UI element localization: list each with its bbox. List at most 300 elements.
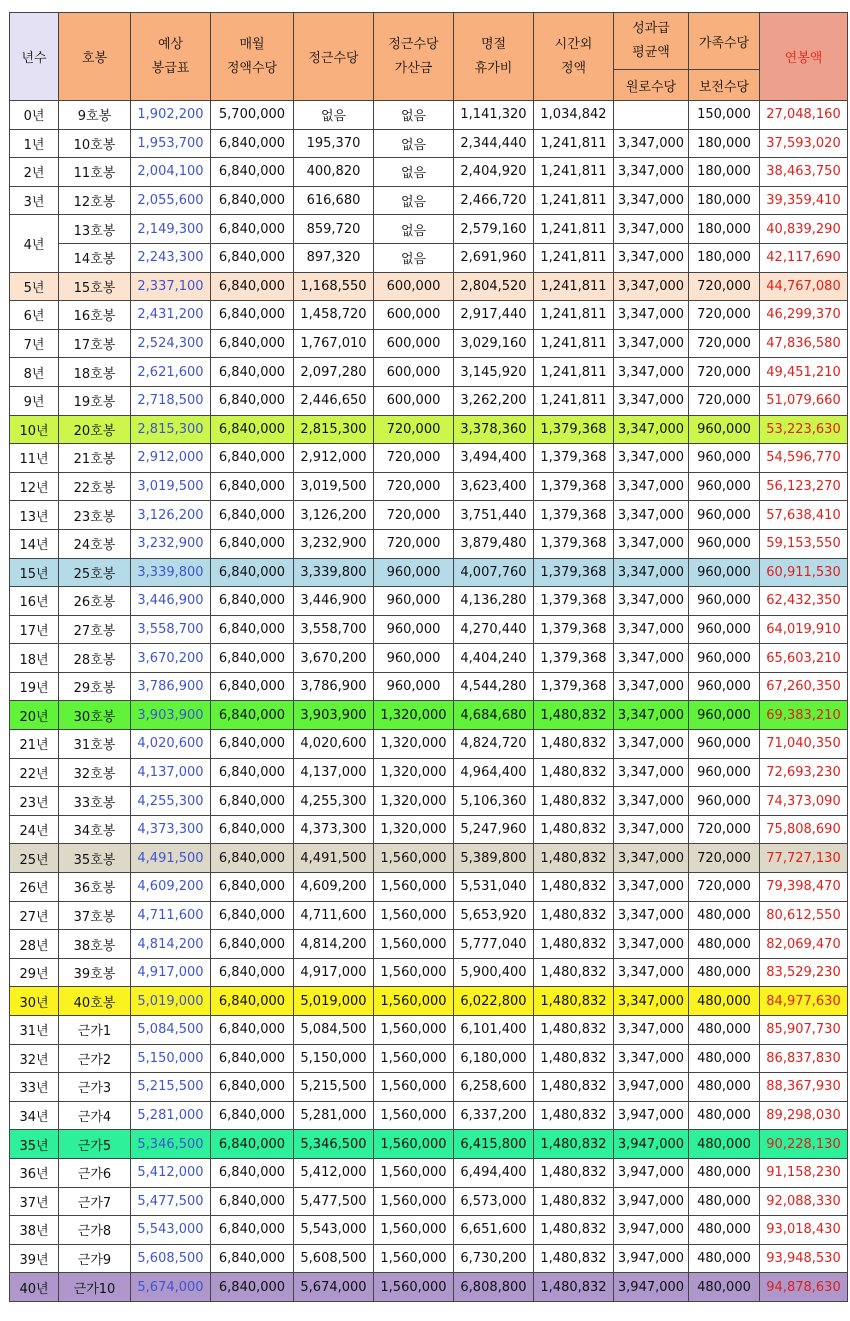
table-row xyxy=(10,215,848,244)
cell-holiday: 5,389,800 xyxy=(454,844,534,873)
cell-expected-pay: 3,670,200 xyxy=(131,644,211,673)
cell-step: 38호봉 xyxy=(59,930,131,959)
cell-step: 30호봉 xyxy=(59,701,131,730)
cell-year: 21년 xyxy=(10,730,59,759)
cell-step: 37호봉 xyxy=(59,901,131,930)
cell-year: 30년 xyxy=(10,987,59,1016)
cell-monthly-allowance: 6,840,000 xyxy=(211,587,294,616)
cell-longevity: 4,711,600 xyxy=(294,901,374,930)
table-row xyxy=(10,1130,848,1159)
cell-step: 22호봉 xyxy=(59,472,131,501)
cell-overtime: 1,241,811 xyxy=(534,329,614,358)
cell-longevity: 4,814,200 xyxy=(294,930,374,959)
header-longevity-extra-line1: 정근수당 xyxy=(388,36,439,52)
table-row xyxy=(10,987,848,1016)
cell-monthly-allowance: 6,840,000 xyxy=(211,329,294,358)
cell-longevity-extra: 1,560,000 xyxy=(374,1101,454,1130)
cell-year: 0년 xyxy=(10,101,59,130)
cell-longevity: 5,674,000 xyxy=(294,1273,374,1302)
cell-holiday: 4,684,680 xyxy=(454,701,534,730)
cell-family: 480,000 xyxy=(689,1273,760,1302)
cell-year: 32년 xyxy=(10,1044,59,1073)
cell-total: 71,040,350 xyxy=(760,730,848,759)
header-monthly-allowance xyxy=(211,13,294,101)
cell-longevity-extra: 1,560,000 xyxy=(374,1044,454,1073)
cell-performance: 3,347,000 xyxy=(614,901,689,930)
cell-expected-pay: 3,126,200 xyxy=(131,501,211,530)
cell-expected-pay: 3,019,500 xyxy=(131,472,211,501)
cell-family: 180,000 xyxy=(689,158,760,187)
cell-holiday: 5,106,360 xyxy=(454,787,534,816)
cell-performance: 3,347,000 xyxy=(614,958,689,987)
cell-total: 90,228,130 xyxy=(760,1130,848,1159)
cell-holiday: 3,879,480 xyxy=(454,529,534,558)
cell-monthly-allowance: 6,840,000 xyxy=(211,529,294,558)
cell-monthly-allowance: 6,840,000 xyxy=(211,901,294,930)
header-holiday-line1: 명절 xyxy=(480,36,507,52)
table-row xyxy=(10,558,848,587)
cell-year: 29년 xyxy=(10,958,59,987)
cell-performance: 3,347,000 xyxy=(614,358,689,387)
cell-longevity-extra: 720,000 xyxy=(374,529,454,558)
cell-total: 88,367,930 xyxy=(760,1073,848,1102)
cell-family: 480,000 xyxy=(689,1101,760,1130)
cell-holiday: 4,404,240 xyxy=(454,644,534,673)
cell-expected-pay: 3,786,900 xyxy=(131,672,211,701)
cell-expected-pay: 2,243,300 xyxy=(131,243,211,272)
cell-step: 근가3 xyxy=(59,1073,131,1102)
cell-year: 20년 xyxy=(10,701,59,730)
cell-performance: 3,347,000 xyxy=(614,701,689,730)
cell-step: 근가4 xyxy=(59,1101,131,1130)
cell-year: 33년 xyxy=(10,1073,59,1102)
cell-longevity: 897,320 xyxy=(294,243,374,272)
cell-overtime: 1,480,832 xyxy=(534,930,614,959)
cell-step: 13호봉 xyxy=(59,215,131,244)
table-row xyxy=(10,1016,848,1045)
cell-monthly-allowance: 6,840,000 xyxy=(211,1130,294,1159)
cell-performance: 3,947,000 xyxy=(614,1244,689,1273)
cell-family: 960,000 xyxy=(689,701,760,730)
cell-year: 14년 xyxy=(10,529,59,558)
cell-holiday: 6,808,800 xyxy=(454,1273,534,1302)
cell-longevity-extra: 720,000 xyxy=(374,501,454,530)
cell-holiday: 5,531,040 xyxy=(454,873,534,902)
cell-year: 15년 xyxy=(10,558,59,587)
cell-expected-pay: 2,431,200 xyxy=(131,301,211,330)
cell-overtime: 1,480,832 xyxy=(534,1101,614,1130)
cell-family: 180,000 xyxy=(689,215,760,244)
cell-holiday: 5,653,920 xyxy=(454,901,534,930)
cell-overtime: 1,480,832 xyxy=(534,1073,614,1102)
table-row xyxy=(10,930,848,959)
cell-monthly-allowance: 6,840,000 xyxy=(211,215,294,244)
cell-step: 36호봉 xyxy=(59,873,131,902)
cell-family: 180,000 xyxy=(689,186,760,215)
cell-family: 720,000 xyxy=(689,329,760,358)
cell-family: 960,000 xyxy=(689,558,760,587)
cell-overtime: 1,480,832 xyxy=(534,1187,614,1216)
cell-step: 34호봉 xyxy=(59,815,131,844)
header-longevity-extra-line2: 가산금 xyxy=(394,60,433,76)
cell-performance: 3,347,000 xyxy=(614,758,689,787)
cell-performance: 3,347,000 xyxy=(614,415,689,444)
cell-year: 11년 xyxy=(10,444,59,473)
cell-step: 14호봉 xyxy=(59,243,131,272)
header-expected-pay-line1: 예상 xyxy=(157,36,184,52)
cell-longevity-extra: 600,000 xyxy=(374,272,454,301)
cell-holiday: 2,579,160 xyxy=(454,215,534,244)
cell-monthly-allowance: 6,840,000 xyxy=(211,615,294,644)
cell-family: 720,000 xyxy=(689,844,760,873)
cell-monthly-allowance: 6,840,000 xyxy=(211,1158,294,1187)
cell-performance: 3,347,000 xyxy=(614,1016,689,1045)
cell-total: 82,069,470 xyxy=(760,930,848,959)
cell-longevity: 3,558,700 xyxy=(294,615,374,644)
cell-total: 56,123,270 xyxy=(760,472,848,501)
cell-performance: 3,347,000 xyxy=(614,329,689,358)
cell-holiday: 3,751,440 xyxy=(454,501,534,530)
cell-overtime: 1,480,832 xyxy=(534,1216,614,1245)
table-row xyxy=(10,101,848,130)
table-row xyxy=(10,1073,848,1102)
cell-overtime: 1,480,832 xyxy=(534,787,614,816)
cell-expected-pay: 5,150,000 xyxy=(131,1044,211,1073)
cell-family: 480,000 xyxy=(689,958,760,987)
table-row xyxy=(10,301,848,330)
cell-total: 40,839,290 xyxy=(760,215,848,244)
cell-monthly-allowance: 6,840,000 xyxy=(211,873,294,902)
header-overtime xyxy=(534,13,614,101)
cell-total: 42,117,690 xyxy=(760,243,848,272)
table-row xyxy=(10,672,848,701)
cell-longevity: 3,232,900 xyxy=(294,529,374,558)
cell-family: 960,000 xyxy=(689,672,760,701)
table-body xyxy=(10,101,848,1302)
cell-holiday: 5,247,960 xyxy=(454,815,534,844)
cell-total: 64,019,910 xyxy=(760,615,848,644)
cell-performance: 3,947,000 xyxy=(614,1187,689,1216)
cell-expected-pay: 5,346,500 xyxy=(131,1130,211,1159)
table-row xyxy=(10,501,848,530)
cell-total: 77,727,130 xyxy=(760,844,848,873)
salary-table xyxy=(9,12,848,1302)
cell-performance: 3,347,000 xyxy=(614,529,689,558)
cell-monthly-allowance: 6,840,000 xyxy=(211,1187,294,1216)
cell-longevity: 3,339,800 xyxy=(294,558,374,587)
cell-longevity-extra: 600,000 xyxy=(374,329,454,358)
cell-step: 28호봉 xyxy=(59,644,131,673)
cell-step: 근가1 xyxy=(59,1016,131,1045)
cell-longevity-extra: 960,000 xyxy=(374,558,454,587)
cell-performance: 3,347,000 xyxy=(614,386,689,415)
cell-family: 480,000 xyxy=(689,1158,760,1187)
cell-step: 24호봉 xyxy=(59,529,131,558)
cell-longevity-extra: 1,560,000 xyxy=(374,930,454,959)
cell-total: 27,048,160 xyxy=(760,101,848,130)
cell-holiday: 3,029,160 xyxy=(454,329,534,358)
cell-year: 36년 xyxy=(10,1158,59,1187)
cell-year: 19년 xyxy=(10,672,59,701)
cell-longevity: 3,126,200 xyxy=(294,501,374,530)
cell-expected-pay: 2,815,300 xyxy=(131,415,211,444)
cell-step: 10호봉 xyxy=(59,129,131,158)
cell-step: 35호봉 xyxy=(59,844,131,873)
cell-total: 62,432,350 xyxy=(760,587,848,616)
cell-performance: 3,347,000 xyxy=(614,787,689,816)
cell-family: 480,000 xyxy=(689,1216,760,1245)
table-row xyxy=(10,1216,848,1245)
cell-expected-pay: 4,917,000 xyxy=(131,958,211,987)
cell-longevity: 1,767,010 xyxy=(294,329,374,358)
cell-year: 40년 xyxy=(10,1273,59,1302)
cell-holiday: 6,101,400 xyxy=(454,1016,534,1045)
cell-longevity: 4,491,500 xyxy=(294,844,374,873)
cell-longevity: 2,446,650 xyxy=(294,386,374,415)
table-row xyxy=(10,901,848,930)
cell-overtime: 1,480,832 xyxy=(534,844,614,873)
cell-overtime: 1,379,368 xyxy=(534,472,614,501)
cell-overtime: 1,379,368 xyxy=(534,415,614,444)
cell-monthly-allowance: 6,840,000 xyxy=(211,958,294,987)
cell-year: 2년 xyxy=(10,158,59,187)
cell-expected-pay: 3,232,900 xyxy=(131,529,211,558)
cell-total: 49,451,210 xyxy=(760,358,848,387)
cell-monthly-allowance: 6,840,000 xyxy=(211,1244,294,1273)
cell-overtime: 1,480,832 xyxy=(534,815,614,844)
cell-family: 960,000 xyxy=(689,730,760,759)
cell-monthly-allowance: 6,840,000 xyxy=(211,1216,294,1245)
cell-performance: 3,347,000 xyxy=(614,987,689,1016)
cell-longevity: 없음 xyxy=(294,101,374,130)
cell-family: 180,000 xyxy=(689,243,760,272)
cell-longevity: 5,543,000 xyxy=(294,1216,374,1245)
cell-longevity-extra: 없음 xyxy=(374,215,454,244)
cell-expected-pay: 2,718,500 xyxy=(131,386,211,415)
cell-longevity-extra: 1,560,000 xyxy=(374,844,454,873)
cell-year: 34년 xyxy=(10,1101,59,1130)
cell-longevity-extra: 600,000 xyxy=(374,358,454,387)
cell-total: 59,153,550 xyxy=(760,529,848,558)
cell-family: 960,000 xyxy=(689,758,760,787)
table-row xyxy=(10,1273,848,1302)
cell-longevity-extra: 없음 xyxy=(374,243,454,272)
cell-longevity-extra: 1,560,000 xyxy=(374,901,454,930)
cell-longevity: 4,917,000 xyxy=(294,958,374,987)
cell-performance: 3,347,000 xyxy=(614,215,689,244)
header-step: 호봉 xyxy=(59,13,131,101)
cell-family: 480,000 xyxy=(689,1044,760,1073)
table-row xyxy=(10,1044,848,1073)
cell-overtime: 1,241,811 xyxy=(534,301,614,330)
cell-step: 9호봉 xyxy=(59,101,131,130)
cell-expected-pay: 3,446,900 xyxy=(131,587,211,616)
cell-family: 720,000 xyxy=(689,386,760,415)
cell-step: 근가10 xyxy=(59,1273,131,1302)
cell-performance: 3,347,000 xyxy=(614,587,689,616)
cell-overtime: 1,241,811 xyxy=(534,186,614,215)
cell-holiday: 4,964,400 xyxy=(454,758,534,787)
cell-family: 960,000 xyxy=(689,444,760,473)
cell-family: 720,000 xyxy=(689,301,760,330)
cell-family: 180,000 xyxy=(689,129,760,158)
cell-performance: 3,347,000 xyxy=(614,243,689,272)
cell-total: 86,837,830 xyxy=(760,1044,848,1073)
cell-longevity-extra: 1,560,000 xyxy=(374,987,454,1016)
cell-total: 67,260,350 xyxy=(760,672,848,701)
cell-holiday: 1,141,320 xyxy=(454,101,534,130)
cell-family: 480,000 xyxy=(689,1073,760,1102)
cell-year: 7년 xyxy=(10,329,59,358)
cell-total: 53,223,630 xyxy=(760,415,848,444)
cell-performance: 3,347,000 xyxy=(614,158,689,187)
cell-longevity-extra: 1,560,000 xyxy=(374,1130,454,1159)
cell-monthly-allowance: 6,840,000 xyxy=(211,1273,294,1302)
cell-monthly-allowance: 6,840,000 xyxy=(211,844,294,873)
table-row xyxy=(10,129,848,158)
cell-longevity: 5,019,000 xyxy=(294,987,374,1016)
cell-year: 39년 xyxy=(10,1244,59,1273)
cell-total: 51,079,660 xyxy=(760,386,848,415)
cell-year: 24년 xyxy=(10,815,59,844)
cell-expected-pay: 5,477,500 xyxy=(131,1187,211,1216)
table-row xyxy=(10,758,848,787)
cell-overtime: 1,241,811 xyxy=(534,158,614,187)
cell-monthly-allowance: 6,840,000 xyxy=(211,1073,294,1102)
cell-year: 28년 xyxy=(10,930,59,959)
cell-overtime: 1,379,368 xyxy=(534,615,614,644)
cell-expected-pay: 5,674,000 xyxy=(131,1273,211,1302)
cell-monthly-allowance: 6,840,000 xyxy=(211,672,294,701)
cell-holiday: 4,824,720 xyxy=(454,730,534,759)
cell-year: 1년 xyxy=(10,129,59,158)
cell-monthly-allowance: 6,840,000 xyxy=(211,987,294,1016)
cell-year: 35년 xyxy=(10,1130,59,1159)
table-row xyxy=(10,1101,848,1130)
cell-step: 31호봉 xyxy=(59,730,131,759)
cell-total: 47,836,580 xyxy=(760,329,848,358)
cell-performance xyxy=(614,101,689,130)
table-row xyxy=(10,644,848,673)
cell-year: 12년 xyxy=(10,472,59,501)
header-longevity: 정근수당 xyxy=(294,13,374,101)
cell-overtime: 1,480,832 xyxy=(534,758,614,787)
cell-expected-pay: 5,084,500 xyxy=(131,1016,211,1045)
cell-overtime: 1,379,368 xyxy=(534,529,614,558)
cell-performance: 3,347,000 xyxy=(614,815,689,844)
cell-step: 32호봉 xyxy=(59,758,131,787)
cell-family: 480,000 xyxy=(689,930,760,959)
cell-step: 15호봉 xyxy=(59,272,131,301)
cell-family: 960,000 xyxy=(689,644,760,673)
cell-overtime: 1,480,832 xyxy=(534,1130,614,1159)
cell-family: 960,000 xyxy=(689,587,760,616)
cell-holiday: 3,623,400 xyxy=(454,472,534,501)
cell-total: 39,359,410 xyxy=(760,186,848,215)
cell-total: 83,529,230 xyxy=(760,958,848,987)
cell-longevity-extra: 600,000 xyxy=(374,301,454,330)
cell-total: 57,638,410 xyxy=(760,501,848,530)
header-total: 연봉액 xyxy=(760,13,848,101)
cell-longevity: 3,019,500 xyxy=(294,472,374,501)
cell-holiday: 3,145,920 xyxy=(454,358,534,387)
cell-family: 480,000 xyxy=(689,1016,760,1045)
cell-overtime: 1,480,832 xyxy=(534,873,614,902)
cell-year: 13년 xyxy=(10,501,59,530)
cell-longevity-extra: 1,320,000 xyxy=(374,701,454,730)
cell-longevity: 5,608,500 xyxy=(294,1244,374,1273)
cell-holiday: 6,494,400 xyxy=(454,1158,534,1187)
cell-performance: 3,347,000 xyxy=(614,272,689,301)
cell-longevity-extra: 없음 xyxy=(374,129,454,158)
cell-family: 960,000 xyxy=(689,415,760,444)
cell-longevity: 400,820 xyxy=(294,158,374,187)
cell-year: 8년 xyxy=(10,358,59,387)
cell-family: 960,000 xyxy=(689,472,760,501)
cell-monthly-allowance: 6,840,000 xyxy=(211,501,294,530)
table-header xyxy=(10,13,848,101)
cell-expected-pay: 2,337,100 xyxy=(131,272,211,301)
cell-expected-pay: 4,373,300 xyxy=(131,815,211,844)
cell-step: 18호봉 xyxy=(59,358,131,387)
cell-step: 근가5 xyxy=(59,1130,131,1159)
cell-monthly-allowance: 6,840,000 xyxy=(211,787,294,816)
cell-step: 근가8 xyxy=(59,1216,131,1245)
cell-family: 150,000 xyxy=(689,101,760,130)
cell-monthly-allowance: 6,840,000 xyxy=(211,472,294,501)
header-expected-pay xyxy=(131,13,211,101)
cell-overtime: 1,379,368 xyxy=(534,501,614,530)
cell-total: 44,767,080 xyxy=(760,272,848,301)
cell-holiday: 6,651,600 xyxy=(454,1216,534,1245)
cell-holiday: 3,494,400 xyxy=(454,444,534,473)
cell-monthly-allowance: 6,840,000 xyxy=(211,1016,294,1045)
cell-overtime: 1,034,842 xyxy=(534,101,614,130)
cell-monthly-allowance: 6,840,000 xyxy=(211,701,294,730)
cell-expected-pay: 3,558,700 xyxy=(131,615,211,644)
cell-performance: 3,347,000 xyxy=(614,644,689,673)
header-expected-pay-line2: 봉급표 xyxy=(151,60,190,76)
cell-longevity-extra: 1,320,000 xyxy=(374,758,454,787)
cell-expected-pay: 5,215,500 xyxy=(131,1073,211,1102)
cell-monthly-allowance: 6,840,000 xyxy=(211,386,294,415)
cell-overtime: 1,480,832 xyxy=(534,701,614,730)
cell-holiday: 6,180,000 xyxy=(454,1044,534,1073)
cell-family: 480,000 xyxy=(689,1244,760,1273)
cell-holiday: 6,573,000 xyxy=(454,1187,534,1216)
cell-monthly-allowance: 6,840,000 xyxy=(211,1044,294,1073)
cell-year: 23년 xyxy=(10,787,59,816)
cell-performance: 3,947,000 xyxy=(614,1073,689,1102)
cell-year: 37년 xyxy=(10,1187,59,1216)
cell-longevity: 4,609,200 xyxy=(294,873,374,902)
cell-total: 72,693,230 xyxy=(760,758,848,787)
cell-family: 480,000 xyxy=(689,987,760,1016)
header-sub-family: 보전수당 xyxy=(689,70,760,101)
cell-longevity: 4,255,300 xyxy=(294,787,374,816)
cell-longevity-extra: 1,560,000 xyxy=(374,1073,454,1102)
cell-total: 93,018,430 xyxy=(760,1216,848,1245)
cell-total: 60,911,530 xyxy=(760,558,848,587)
cell-monthly-allowance: 6,840,000 xyxy=(211,930,294,959)
cell-overtime: 1,241,811 xyxy=(534,243,614,272)
header-holiday-line2: 휴가비 xyxy=(474,60,513,76)
cell-total: 93,948,530 xyxy=(760,1244,848,1273)
cell-monthly-allowance: 6,840,000 xyxy=(211,129,294,158)
table-row xyxy=(10,529,848,558)
cell-longevity: 1,458,720 xyxy=(294,301,374,330)
cell-performance: 3,947,000 xyxy=(614,1216,689,1245)
